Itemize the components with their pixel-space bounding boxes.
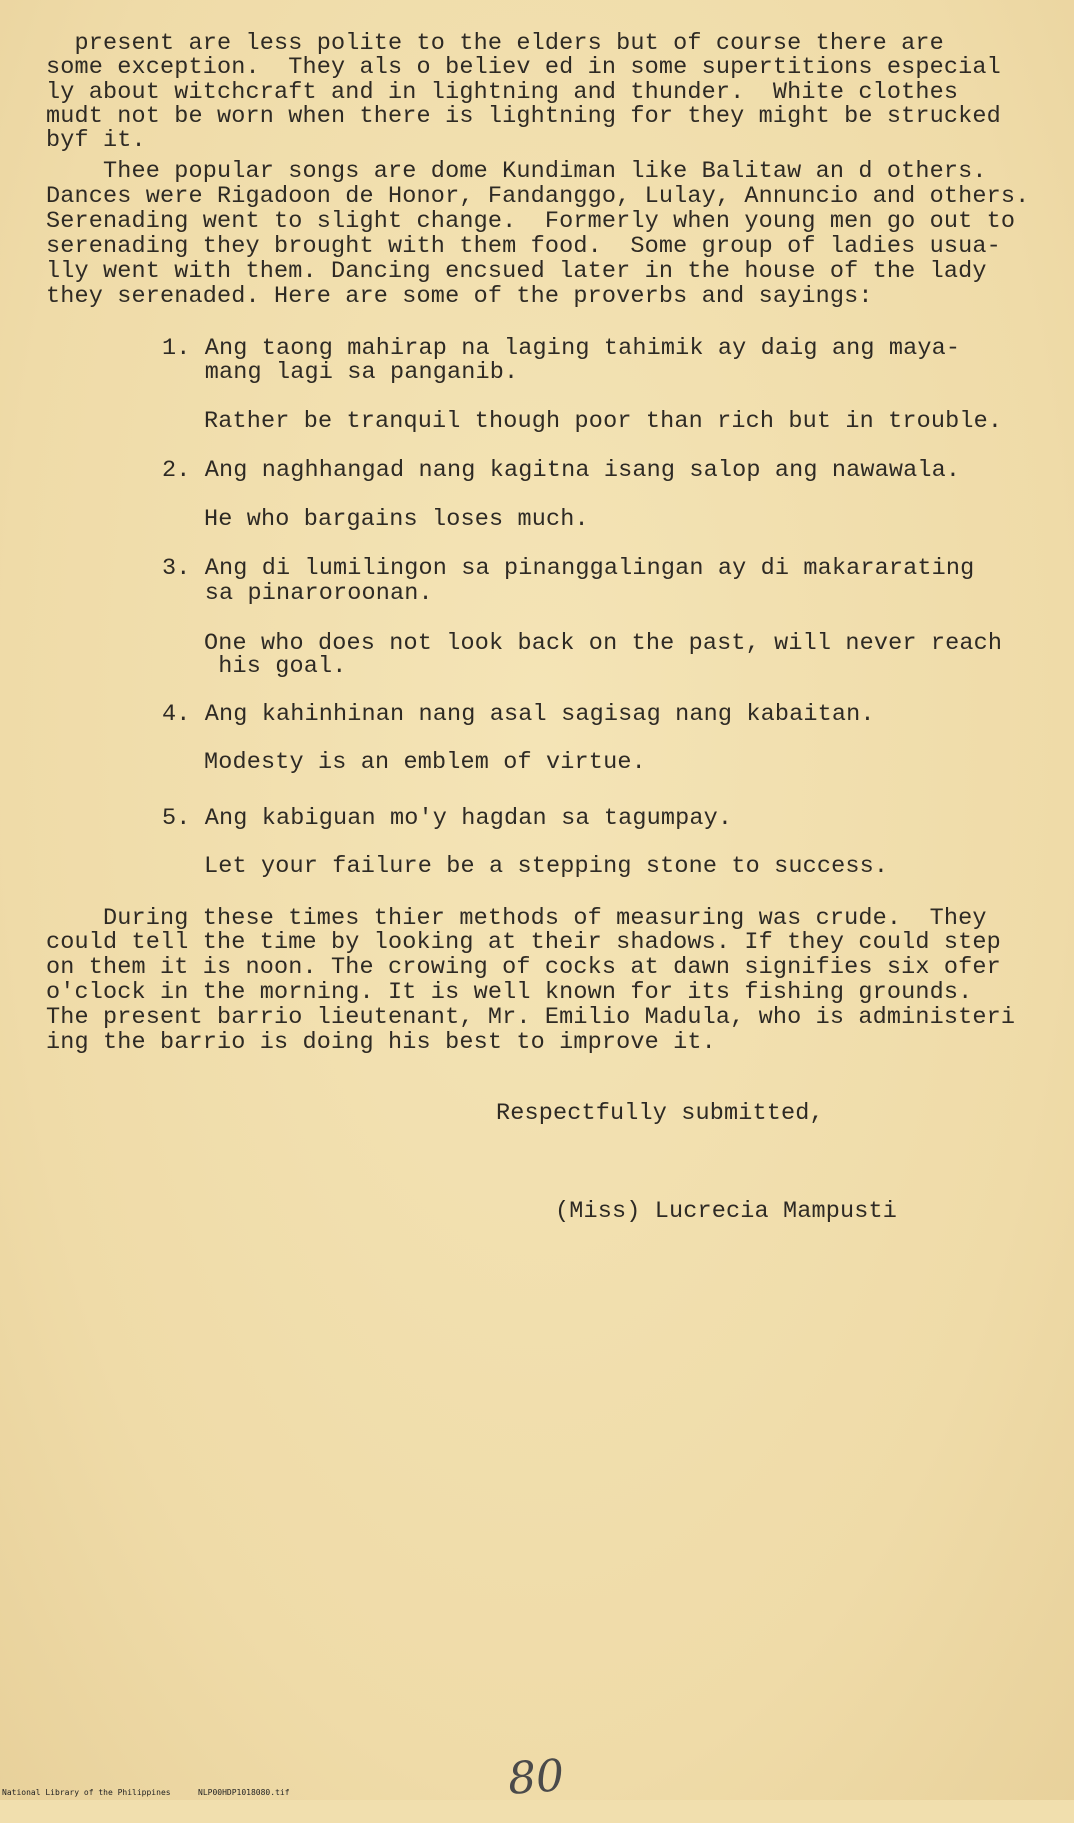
salutation: Respectfully submitted, (496, 1100, 824, 1127)
text-line: o'clock in the morning. It is well known for its fishing grounds. (46, 979, 973, 1006)
text-line: ing the barrio is doing his best to improve it. (46, 1029, 716, 1056)
proverb-tagalog: 5. Ang kabiguan mo'y hagdan sa tagumpay. (162, 805, 733, 832)
proverb-english: Rather be tranquil though poor than rich but in trouble. (204, 408, 1003, 435)
text-line: serenading they brought with them food. Some group of ladies usua- (46, 233, 1001, 260)
text-line: mudt not be worn when there is lightning for they might be strucked (46, 103, 1001, 130)
proverb-english: Let your failure be a stepping stone to success. (204, 853, 889, 880)
proverb-english: Modesty is an emblem of virtue. (204, 749, 646, 776)
text-line: they serenaded. Here are some of the proverbs and sayings: (46, 283, 873, 310)
text-line: ly about witchcraft and in lightning and thunder. White clothes (46, 79, 959, 106)
text-line: lly went with them. Dancing encsued later in the house of the lady (46, 258, 987, 285)
text-line: Dances were Rigadoon de Honor, Fandanggo, Lulay, Annuncio and others. (46, 183, 1030, 210)
scan-footer (0, 1787, 1074, 1800)
text-line: Serenading went to slight change. Formerly when young men go out to (46, 208, 1016, 235)
footer-library: National Library of the Philippines (2, 1788, 171, 1797)
proverb-english: One who does not look back on the past, will never reach (204, 630, 1003, 657)
proverb-english: He who bargains loses much. (204, 506, 589, 533)
proverb-tagalog: sa pinaroroonan. (162, 580, 433, 607)
text-line: present are less polite to the elders but of course there are (46, 30, 944, 57)
text-line: byf it. (46, 127, 146, 154)
text-line: The present barrio lieutenant, Mr. Emilio Madula, who is administeri (46, 1004, 1016, 1031)
proverb-tagalog: 4. Ang kahinhinan nang asal sagisag nang kabaitan. (162, 701, 875, 728)
text-line: Thee popular songs are dome Kundiman like Balitaw an d others. (46, 158, 987, 185)
footer-file-id: NLP00HDP1018080.tif (198, 1788, 290, 1797)
text-line: could tell the time by looking at their shadows. If they could step (46, 929, 1001, 956)
proverb-tagalog: 3. Ang di lumilingon sa pinanggalingan ay di makararating (162, 555, 975, 582)
proverb-tagalog: mang lagi sa panganib. (162, 359, 519, 386)
text-line: some exception. They als o believ ed in some supertitions especial (46, 54, 1001, 81)
text-line: on them it is noon. The crowing of cocks at dawn signifies six ofer (46, 954, 1001, 981)
proverb-tagalog: 1. Ang taong mahirap na laging tahimik ay daig ang maya- (162, 335, 961, 362)
signature: (Miss) Lucrecia Mampusti (555, 1198, 898, 1225)
text-line: During these times thier methods of measuring was crude. They (46, 905, 987, 932)
proverb-english: his goal. (204, 653, 347, 680)
page-number: 80 (506, 1750, 566, 1805)
proverb-tagalog: 2. Ang naghhangad nang kagitna isang salop ang nawawala. (162, 457, 961, 484)
